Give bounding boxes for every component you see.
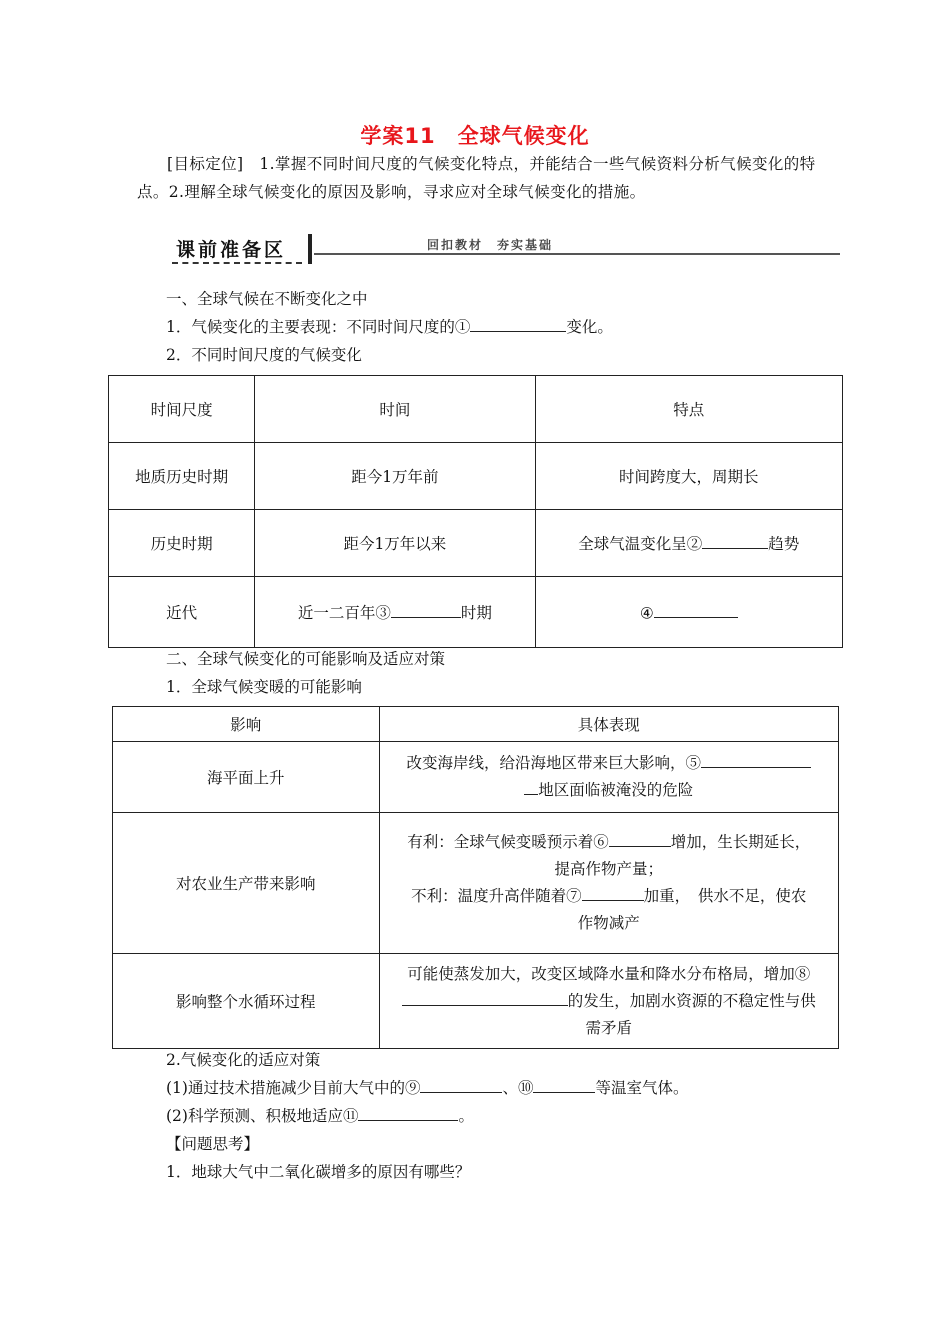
answer-blank-7 (582, 885, 644, 902)
table-header-row (109, 376, 843, 443)
banner-title: 课前准备区 (176, 239, 287, 261)
table-cell: 距今1万年前 (255, 443, 535, 510)
answer-blank-5 (701, 752, 811, 769)
table-row (109, 510, 843, 577)
table-header-cell: 特点 (535, 376, 842, 443)
answer-blank-3 (391, 602, 461, 619)
section3-item2: (2)科学预测、积极地适应⑪ 。 (166, 1102, 474, 1130)
table-row (109, 443, 843, 510)
section2-item1: 1．全球气候变暖的可能影响 (166, 678, 362, 696)
climate-timescale-table (108, 375, 843, 648)
table-cell: 海平面上升 (113, 742, 380, 813)
banner-divider-bar (308, 234, 312, 264)
table-cell: 影响整个水循环过程 (113, 954, 380, 1049)
section1-heading: 一、全球气候在不断变化之中 (166, 290, 368, 308)
table-row (113, 954, 839, 1049)
answer-blank-1 (470, 316, 566, 333)
table-row (113, 742, 839, 813)
table-cell: 距今1万年以来 (255, 510, 535, 577)
question-1: 1．地球大气中二氧化碳增多的原因有哪些？ (166, 1163, 471, 1181)
answer-blank-2 (702, 533, 768, 550)
section1-item1: 1．气候变化的主要表现：不同时间尺度的① 变化。 (166, 313, 613, 341)
table-cell: 改变海岸线，给沿海地区带来巨大影响，⑤ 地区面临被淹没的危险 (379, 742, 838, 813)
table-cell: 可能使蒸发加大，改变区域降水量和降水分布格局，增加⑧ 的发生，加剧水资源的不稳定性与供 需矛盾 (379, 954, 838, 1049)
answer-blank-6 (609, 831, 671, 848)
page-title: 学案11 全球气候变化 (360, 124, 590, 148)
table-cell: 时间跨度大，周期长 (535, 443, 842, 510)
section1-item2: 2．不同时间尺度的气候变化 (166, 346, 362, 364)
section2-heading: 二、全球气候变化的可能影响及适应对策 (166, 650, 446, 668)
banner-dashed-underline (172, 262, 302, 264)
table-cell: 近代 (109, 577, 255, 648)
table-header-cell: 影响 (113, 707, 380, 742)
section3-heading: 2.气候变化的适应对策 (166, 1051, 321, 1069)
think-heading: 【问题思考】 (166, 1135, 260, 1153)
warming-impact-table (112, 706, 839, 1049)
banner-subtitle: 回扣教材 夯实基础 (427, 238, 554, 252)
table-cell: 对农业生产带来影响 (113, 813, 380, 954)
objective-paragraph: [目标定位] 1.掌握不同时间尺度的气候变化特点，并能结合一些气候资料分析气候变化的特点。2.理解全球气候变化的原因及影响，寻求应对全球气候变化的措施。 (137, 155, 816, 201)
table-cell: ④ (535, 577, 842, 648)
table-row (113, 813, 839, 954)
answer-blank-9 (420, 1077, 502, 1094)
table-cell: 地质历史时期 (109, 443, 255, 510)
answer-blank-11 (358, 1105, 458, 1122)
table-header-row (113, 707, 839, 742)
table-cell: 历史时期 (109, 510, 255, 577)
table-cell: 有利：全球气候变暖预示着⑥ 增加，生长期延长， 提高作物产量； 不利：温度升高伴随着⑦ 加重， 供水不足，使农 作物减产 (379, 813, 838, 954)
table-cell: 全球气温变化呈② 趋势 (535, 510, 842, 577)
section-banner (172, 232, 840, 266)
table-header-cell: 时间尺度 (109, 376, 255, 443)
table-row (109, 577, 843, 648)
answer-blank-10 (533, 1077, 595, 1094)
answer-blank-4 (654, 602, 738, 619)
table-header-cell: 时间 (255, 376, 535, 443)
answer-blank-8 (402, 989, 568, 1006)
table-cell: 近一二百年③ 时期 (255, 577, 535, 648)
section3-item1: (1)通过技术措施减少目前大气中的⑨ 、⑩ 等温室气体。 (166, 1074, 689, 1102)
table-header-cell: 具体表现 (379, 707, 838, 742)
banner-rule-line (314, 253, 840, 255)
